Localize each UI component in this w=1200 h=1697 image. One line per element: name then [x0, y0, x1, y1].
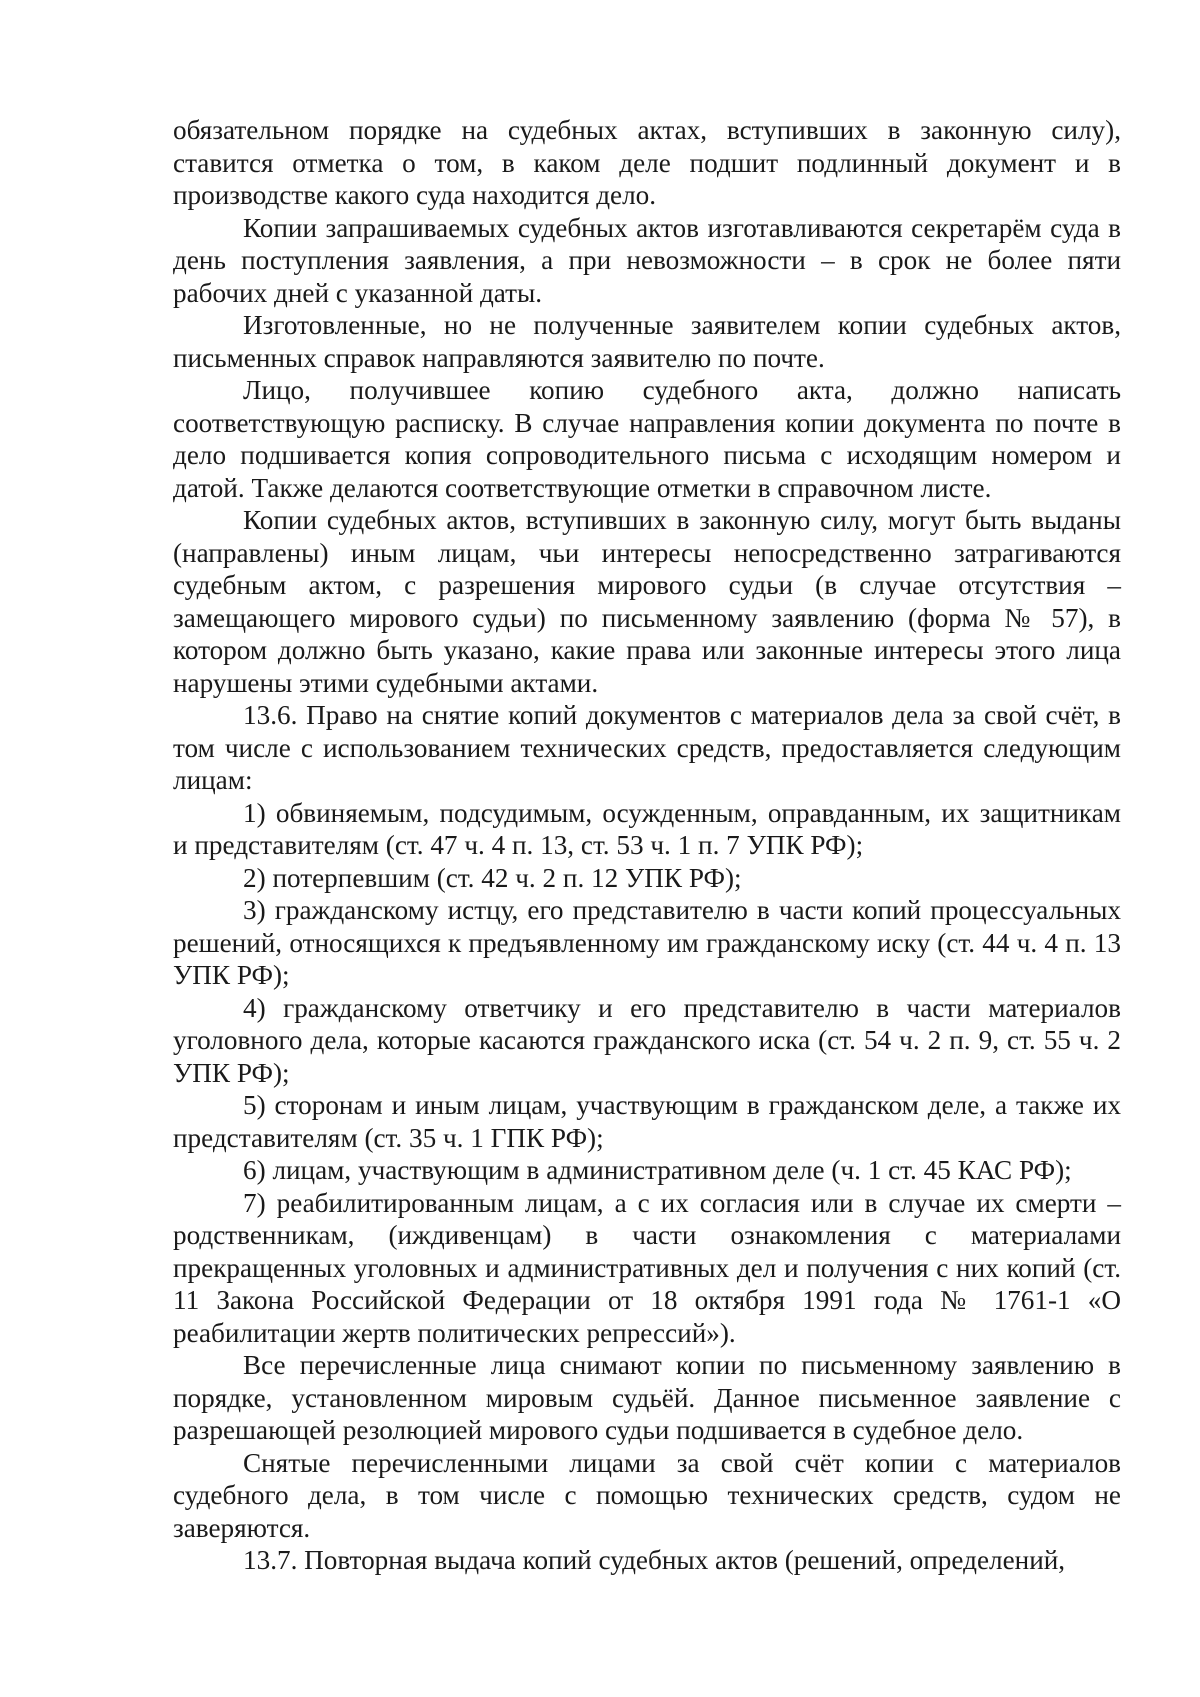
- paragraph-2: Копии запрашиваемых судебных актов изготавливаются секретарём суда в день поступления заявления, а при невозможности – в срок не более пяти рабочих дней с указанной даты.: [173, 212, 1121, 308]
- list-item-7: 7) реабилитированным лицам, а с их согласия или в случае их смерти – родственникам, (иждивенцам) в части ознакомления с материалами прекращенных уголовных и административных дел и получения с них копий (ст. 11 Закона Российской Федерации от 18 октября 1991 года № 1761-1 «О реабилитации жертв политических репрессий»).: [173, 1187, 1121, 1348]
- paragraph-5: Копии судебных актов, вступивших в законную силу, могут быть выданы (направлены) иным лицам, чьи интересы непосредственно затрагиваются судебным актом, с разрешения мирового судьи (в случае отсутствия – замещающего мирового судьи) по письменному заявлению (форма № 57), в котором должно быть указано, какие права или законные интересы этого лица нарушены этими судебными актами.: [173, 505, 1121, 698]
- paragraph-8: Снятые перечисленными лицами за свой счёт копии с материалов судебного дела, в том числе с помощью технических средств, судом не заверяются.: [173, 1447, 1121, 1543]
- list-item-5: 5) сторонам и иным лицам, участвующим в гражданском деле, а также их представителям (ст. 35 ч. 1 ГПК РФ);: [173, 1090, 1121, 1153]
- list-item-6: 6) лицам, участвующим в административном деле (ч. 1 ст. 45 КАС РФ);: [243, 1155, 1072, 1185]
- paragraph-1: обязательном порядке на судебных актах, вступивших в законную силу), ставится отметка о том, в каком деле подшит подлинный документ и в производстве какого суда находится дело.: [173, 115, 1121, 210]
- paragraph-4: Лицо, получившее копию судебного акта, должно написать соответствующую расписку. В случае направления копии документа по почте в дело подшивается копия сопроводительного письма с исходящим номером и датой. Также делаются соответствующие отметки в справочном листе.: [173, 375, 1121, 503]
- document-page: [173, 114, 1121, 1577]
- list-item-4: 4) гражданскому ответчику и его представителю в части материалов уголовного дела, которые касаются гражданского иска (ст. 54 ч. 2 п. 9, ст. 55 ч. 2 УПК РФ);: [173, 992, 1121, 1088]
- paragraph-9: 13.7. Повторная выдача копий судебных актов (решений, определений,: [243, 1545, 1066, 1575]
- paragraph-6: 13.6. Право на снятие копий документов с материалов дела за свой счёт, в том числе с использованием технических средств, предоставляется следующим лицам:: [173, 700, 1121, 795]
- list-item-2: 2) потерпевшим (ст. 42 ч. 2 п. 12 УПК РФ);: [243, 862, 742, 893]
- list-item-1: 1) обвиняемым, подсудимым, осужденным, оправданным, их защитникам и представителям (ст. 47 ч. 4 п. 13, ст. 53 ч. 1 п. 7 УПК РФ);: [173, 797, 1121, 860]
- paragraph-7: Все перечисленные лица снимают копии по письменному заявлению в порядке, установленном мировым судьёй. Данное письменное заявление с разрешающей резолюцией мирового судьи подшивается в судебное дело.: [173, 1350, 1121, 1445]
- list-item-3: 3) гражданскому истцу, его представителю в части копий процессуальных решений, относящихся к предъявленному им гражданскому иску (ст. 44 ч. 4 п. 13 УПК РФ);: [173, 895, 1121, 990]
- paragraph-3: Изготовленные, но не полученные заявителем копии судебных актов, письменных справок направляются заявителю по почте.: [173, 310, 1121, 373]
